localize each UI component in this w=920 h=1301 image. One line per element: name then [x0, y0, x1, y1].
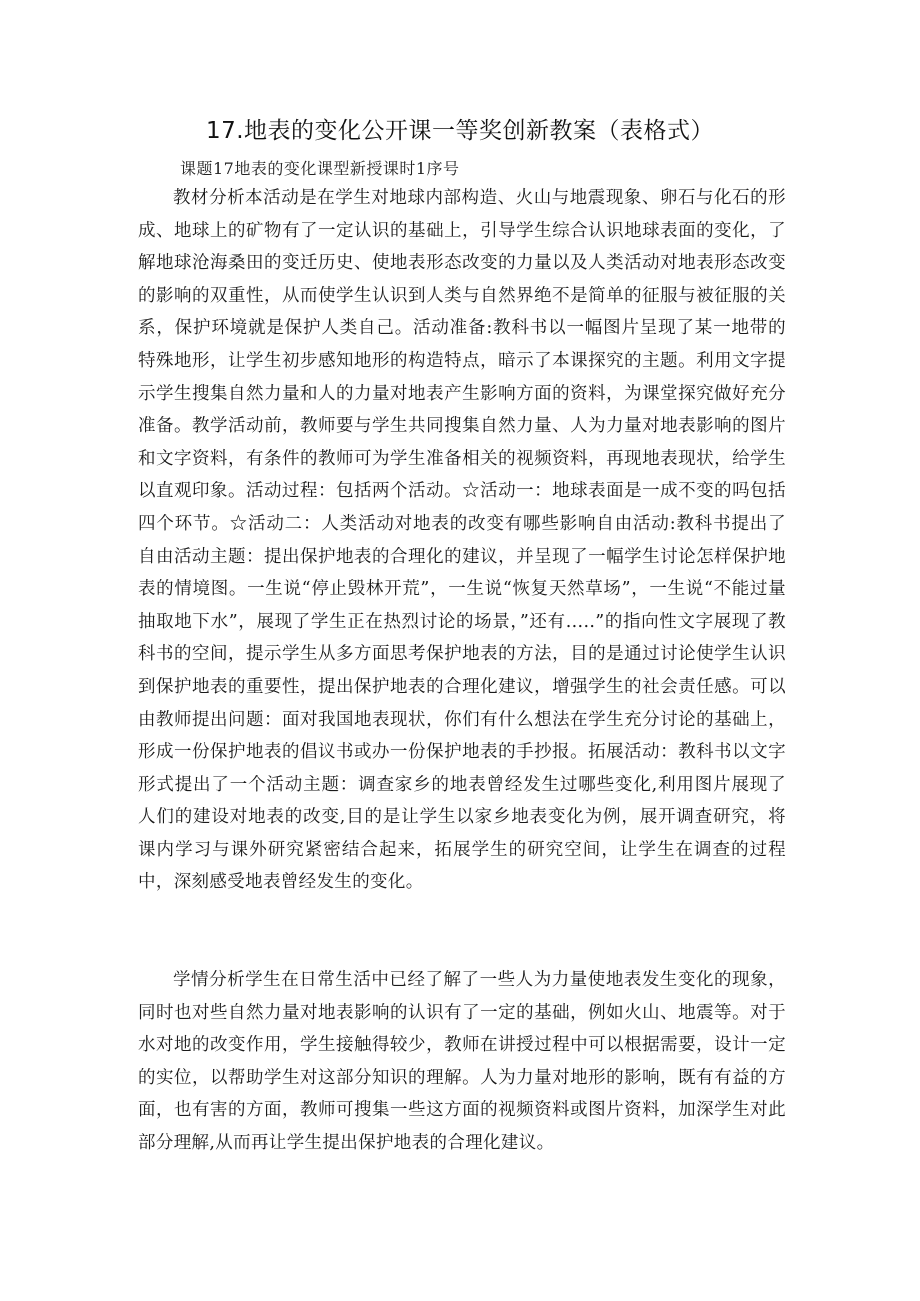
- document-title: 17.地表的变化公开课一等奖创新教案（表格式）: [205, 118, 715, 144]
- paragraph-student-analysis: 学情分析学生在日常生活中已经了解了一些人为力量使地表发生变化的现象，同时也对些自然力量对地表影响的认识有了一定的基础，例如火山、地震等。对于水对地的改变作用，学生接触得较少，教师在讲授过程中可以根据需要，设计一定的实位，以帮助学生对这部分知识的理解。人为力量对地形的影响，既有有益的方面，也有害的方面，教师可搜集一些这方面的视频资料或图片资料，加深学生对此部分理解,从而再让学生提出保护地表的合理化建议。: [138, 970, 786, 1153]
- paragraph-textbook-analysis: 教材分析本活动是在学生对地球内部构造、火山与地震现象、卵石与化石的形成、地球上的矿物有了一定认识的基础上，引导学生综合认识地球表面的变化，了解地球沧海桑田的变迁历史、使地表形态改变的力量以及人类活动对地表形态改变的影响的双重性，从而使学生认识到人类与自然界绝不是简单的征服与被征服的关系，保护环境就是保护人类自己。活动准备:教科书以一幅图片呈现了某一地带的特殊地形，让学生初步感知地形的构造特点，暗示了本课探究的主题。利用文字提示学生搜集自然力量和人的力量对地表产生影响方面的资料，为课堂探究做好充分准备。教学活动前，教师要与学生共同搜集自然力量、人为力量对地表影响的图片和文字资料，有条件的教师可为学生准备相关的视频资料，再现地表现状，给学生以直观印象。活动过程：包括两个活动。☆活动一：地球表面是一成不变的吗包括四个环节。☆活动二：人类活动对地表的改变有哪些影响自由活动:教科书提出了自由活动主题：提出保护地表的合理化的建议，并呈现了一幅学生讨论怎样保护地表的情境图。一生说“停止毁林开荒”，一生说“恢复天然草场”，一生说“不能过量抽取地下水”，展现了学生正在热烈讨论的场景，”还有.....”的指向性文字展现了教科书的空间，提示学生从多方面思考保护地表的方法，目的是通过讨论使学生认识到保护地表的重要性，提出保护地表的合理化建议，增强学生的社会责任感。可以由教师提出问题：面对我国地表现状，你们有什么想法在学生充分讨论的基础上，形成一份保护地表的倡议书或办一份保护地表的手抄报。拓展活动：教科书以文字形式提出了一个活动主题：调查家乡的地表曾经发生过哪些变化,利用图片展现了人们的建设对地表的改变,目的是让学生以家乡地表变化为例，展开调查研究，将课内学习与课外研究紧密结合起来，拓展学生的研究空间，让学生在调查的过程中，深刻感受地表曾经发生的变化。: [138, 188, 786, 893]
- lesson-meta-line: 课题17地表的变化课型新授课时1序号: [180, 159, 460, 178]
